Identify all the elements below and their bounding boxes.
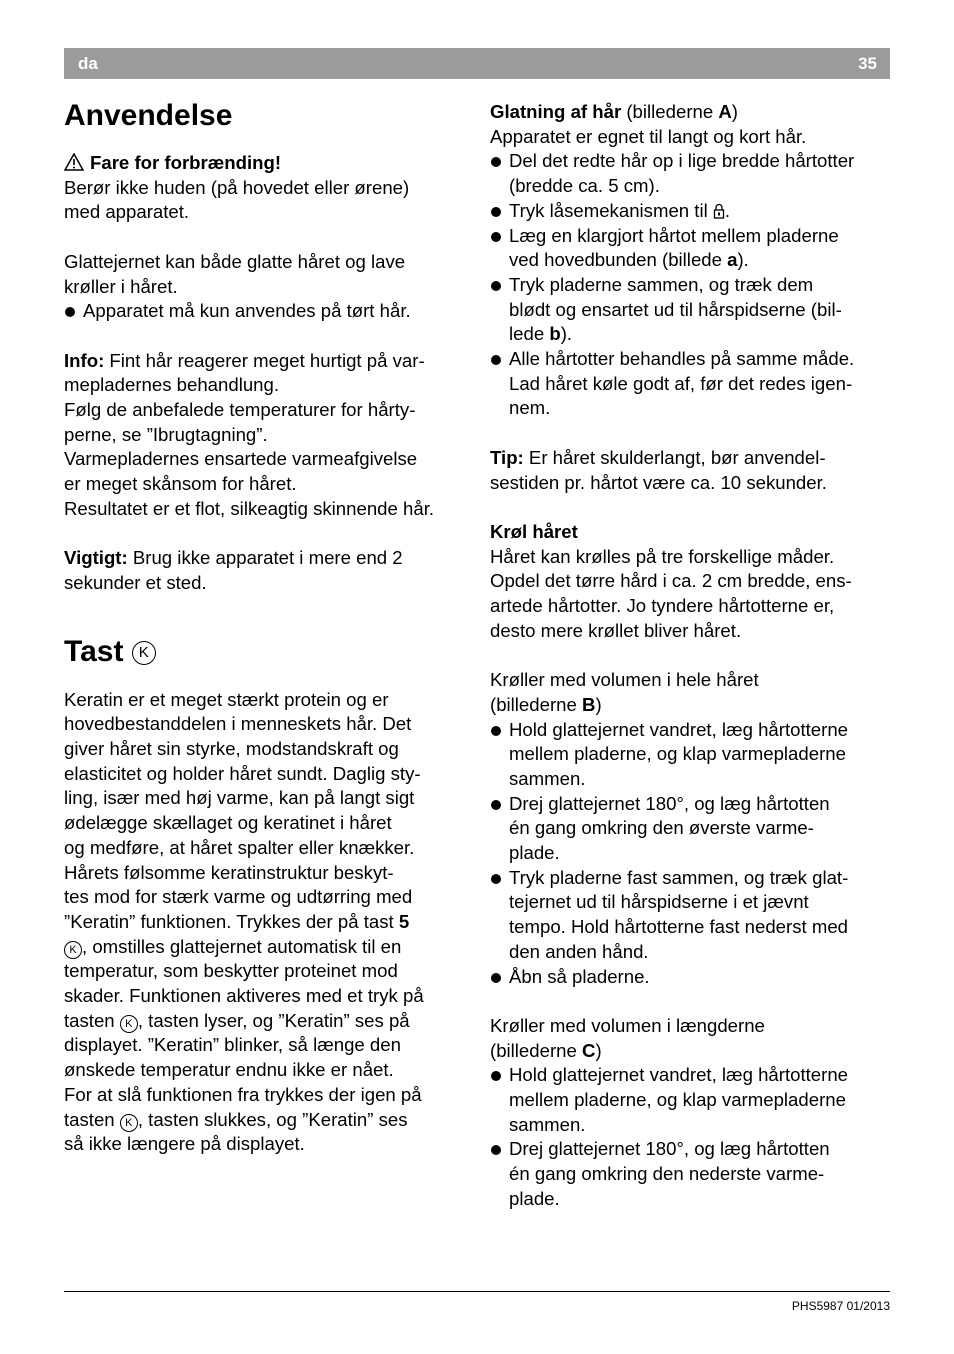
important-paragraph: Vigtigt: Brug ikke apparatet i mere end 2 sekunder et sted. [64, 547, 403, 593]
straightening-intro: Apparatet er egnet til langt og kort hår. [490, 125, 807, 147]
list-item: Åbn så pladerne. [490, 965, 892, 990]
right-column [490, 98, 892, 1212]
list-item: Hold glattejernet vandret, læg hårtotterne mellem pladerne, og klap varmepladerne sammen. [490, 1063, 892, 1137]
keratin-paragraph: Keratin er et meget stærkt protein og er hovedbestanddelen i menneskets hår. Det giver håret sin styrke, modstandskraft og elasticitet og holder håret sundt. Daglig sty- ling, især med høj varme, kan på langt sigt ødelægge skællaget og keratinet i håret og medføre, at håret spalter eller knækker. Hårets følsomme keratinstruktur beskyt- tes mod for stærk varme og udtørring med ”Keratin” funktionen. Trykkes der på tast 5 K , omstilles glattejernet automatisk til en temperatur, som beskytter proteinet mod skader. Funktionen aktiveres med et tryk på tasten K , tasten lyser, og ”Keratin” ses på displayet. ”Keratin” blinker, så længe den ønskede temperatur endnu ikke er nået. For at slå funktionen fra trykkes der igen på tasten K , tasten slukkes, og ”Keratin” ses så ikke længere på displayet. [64, 688, 424, 1155]
k-button-icon: K [120, 1114, 138, 1132]
language-code: da [78, 54, 98, 73]
list-item: Tryk pladerne fast sammen, og træk glat- tejernet ud til hårspidserne i et jævnt tempo. Hold hårtotterne fast nederst med den anden hånd. [490, 866, 892, 965]
left-column [64, 98, 464, 1157]
list-item: Drej glattejernet 180°, og læg hårtotten én gang omkring den nederste varme- plade. [490, 1137, 892, 1211]
k-button-icon: K [132, 641, 156, 665]
list-item: Tryk låsemekanismen til . [490, 199, 892, 224]
lock-icon [713, 203, 725, 219]
warning-text: Berør ikke huden (på hovedet eller ørene) med apparatet. [64, 176, 410, 223]
page-number: 35 [858, 54, 877, 73]
header-bar [64, 48, 890, 79]
warning-title: Fare for forbrænding! [90, 152, 282, 173]
list-item: Tryk pladerne sammen, og træk dem blødt og ensartet ud til hårspidserne (bil- lede b). [490, 273, 892, 347]
section-title-tast: Tast K [64, 634, 464, 670]
list-item: Apparatet må kun anvendes på tørt hår. [64, 299, 464, 324]
intro-text: Glattejernet kan både glatte håret og lave krøller i håret. [64, 250, 406, 297]
list-item: Drej glattejernet 180°, og læg hårtotten én gang omkring den øverste varme- plade. [490, 792, 892, 866]
k-button-icon: K [64, 941, 82, 959]
k-button-icon: K [120, 1015, 138, 1033]
section-title-anvendelse: Anvendelse [64, 99, 233, 132]
volume-length-list [490, 1063, 892, 1211]
volume-length-heading: Krøller med volumen i længderne (billederne C) [490, 1014, 765, 1061]
list-item: Hold glattejernet vandret, læg hårtotterne mellem pladerne, og klap varmepladerne sammen. [490, 718, 892, 792]
tip-paragraph: Tip: Er håret skulderlangt, bør anvendel- sestiden pr. hårtot være ca. 10 sekunder. [490, 446, 827, 493]
straightening-list [490, 149, 892, 421]
warning-triangle-icon [64, 153, 84, 171]
list-item: Læg en klargjort hårtot mellem pladerne ved hovedbunden (billede a). [490, 224, 892, 273]
footer-model-date: PHS5987 01/2013 [791, 1299, 890, 1313]
curl-heading: Krøl håret [490, 520, 578, 542]
list-item: Alle hårtotter behandles på samme måde. Lad håret køle godt af, før det redes igen- nem. [490, 347, 892, 421]
footer-divider [64, 1291, 890, 1292]
warning-heading [64, 151, 464, 176]
info-paragraph: Info: Fint hår reagerer meget hurtigt på var- mepladernes behandlung. Følg de anbefalede temperaturer for hårty- perne, se ”Ibrugtagning”. Varmepladernes ensartede varmeafgivelse er meget skånsom for håret. Resultatet er et flot, silkeagtig skinnende hår. [64, 349, 435, 519]
curl-paragraph: Håret kan krølles på tre forskellige måder. Opdel det tørre hård i ca. 2 cm bredde, ens- artede hårtotter. Jo tyndere hårtotterne er, desto mere krøllet bliver håret. [490, 545, 852, 641]
volume-whole-list [490, 718, 892, 990]
volume-whole-heading: Krøller med volumen i hele håret (billederne B) [490, 669, 759, 715]
straightening-heading: Glatning af hår (billederne A) [490, 101, 738, 122]
list-item: Del det redte hår op i lige bredde hårtotter (bredde ca. 5 cm). [490, 149, 892, 198]
